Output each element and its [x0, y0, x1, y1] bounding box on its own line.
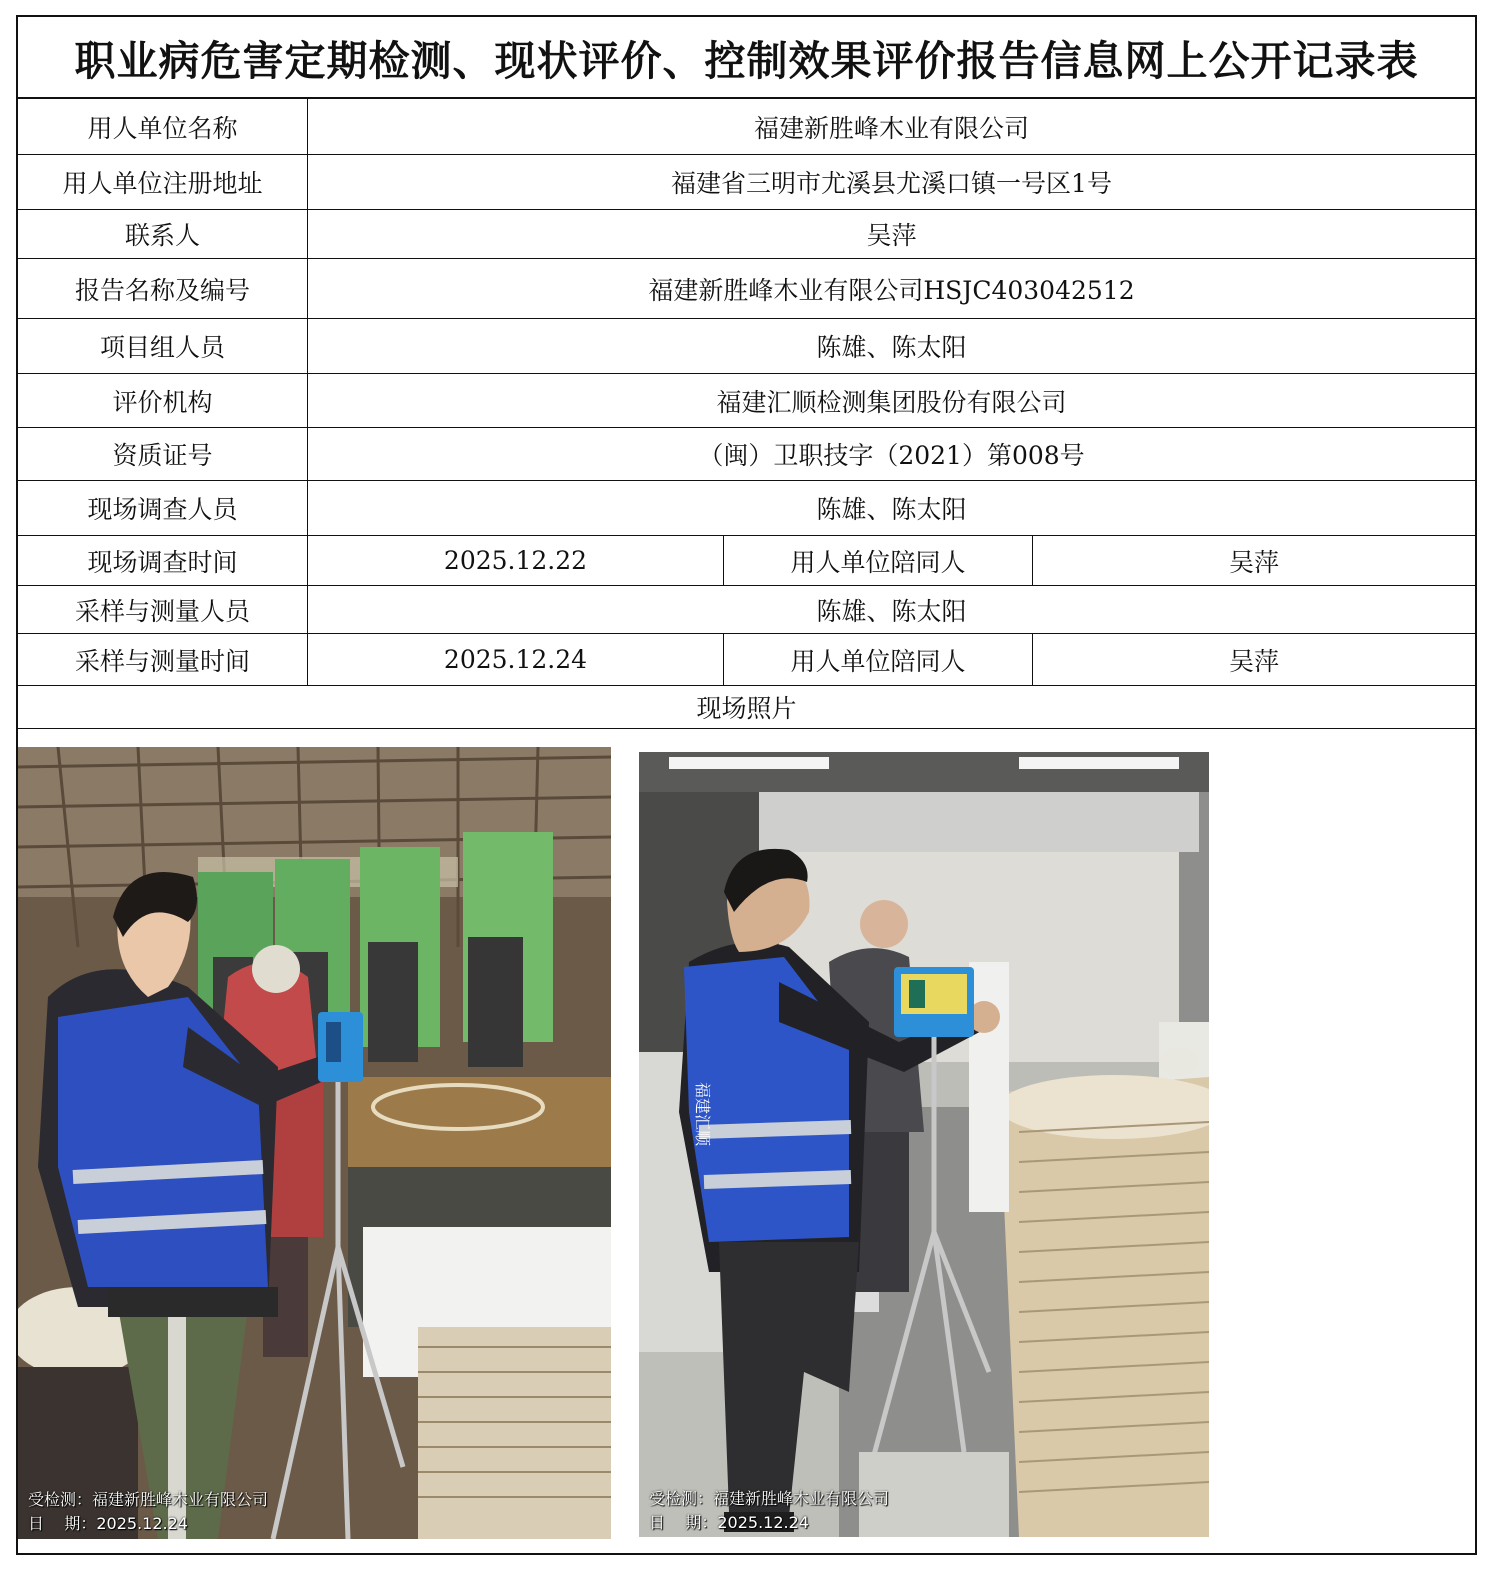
photo-1-watermark-line1: 受检测：福建新胜峰木业有限公司: [28, 1490, 269, 1509]
label-institution: 评价机构: [18, 374, 308, 427]
value-sampling-time: 2025.12.24: [308, 634, 724, 685]
label-sampling-time: 采样与测量时间: [18, 634, 308, 685]
value-report: 福建新胜峰木业有限公司HSJC403042512: [648, 275, 1135, 305]
row-survey-staff: [18, 481, 1475, 536]
site-photo-1: [18, 747, 611, 1539]
row-project-team: [18, 319, 1475, 374]
value-sampling-staff: 陈雄、陈太阳: [816, 596, 967, 626]
value-employer-name: 福建新胜峰木业有限公司: [753, 113, 1029, 143]
label-contact: 联系人: [18, 210, 308, 258]
label-project-team: 项目组人员: [18, 319, 308, 373]
value-contact: 吴萍: [866, 221, 917, 250]
row-sampling-staff: [18, 586, 1475, 634]
value-sampling-companion: 吴萍: [1228, 646, 1279, 676]
vest-lettering: 福建汇顺: [693, 1082, 712, 1147]
photo-1-watermark-line2: 日 期：2025.12.24: [28, 1514, 188, 1533]
site-photo-1-image: [18, 747, 611, 1539]
row-photos-header: [18, 686, 1475, 729]
row-sampling-time: [18, 634, 1475, 686]
photo-2-watermark-line1: 受检测：福建新胜峰木业有限公司: [649, 1489, 890, 1508]
page-title: 职业病危害定期检测、现状评价、控制效果评价报告信息网上公开记录表: [18, 17, 1475, 99]
row-contact: [18, 210, 1475, 259]
value-survey-staff: 陈雄、陈太阳: [816, 495, 967, 524]
site-photo-2-image: [639, 752, 1209, 1537]
label-sampling-staff: 采样与测量人员: [18, 586, 308, 633]
label-survey-time: 现场调查时间: [18, 536, 308, 585]
value-certificate: （闽）卫职技字（2021）第008号: [698, 441, 1085, 470]
row-employer-name: [18, 99, 1475, 155]
label-employer-address: 用人单位注册地址: [18, 155, 308, 209]
value-project-team: 陈雄、陈太阳: [816, 333, 967, 362]
value-employer-address: 福建省三明市尤溪县尤溪口镇一号区1号: [671, 169, 1112, 198]
label-survey-staff: 现场调查人员: [18, 481, 308, 535]
value-survey-time: 2025.12.22: [308, 536, 724, 585]
row-report: [18, 259, 1475, 319]
site-photo-2: [639, 752, 1209, 1537]
row-employer-address: [18, 155, 1475, 210]
value-institution: 福建汇顺检测集团股份有限公司: [716, 387, 1067, 417]
label-sampling-companion: 用人单位陪同人: [724, 634, 1033, 685]
photo-2-watermark-line2: 日 期：2025.12.24: [649, 1513, 809, 1532]
row-survey-time: [18, 536, 1475, 586]
photos-area: [18, 729, 1475, 1555]
label-report: 报告名称及编号: [18, 259, 308, 318]
value-survey-companion: 吴萍: [1228, 547, 1279, 577]
label-survey-companion: 用人单位陪同人: [724, 536, 1033, 585]
row-institution: [18, 374, 1475, 428]
photos-header: 现场照片: [696, 694, 797, 723]
record-table: [16, 15, 1477, 1555]
row-certificate: [18, 428, 1475, 481]
label-certificate: 资质证号: [18, 428, 308, 480]
label-employer-name: 用人单位名称: [18, 99, 308, 154]
